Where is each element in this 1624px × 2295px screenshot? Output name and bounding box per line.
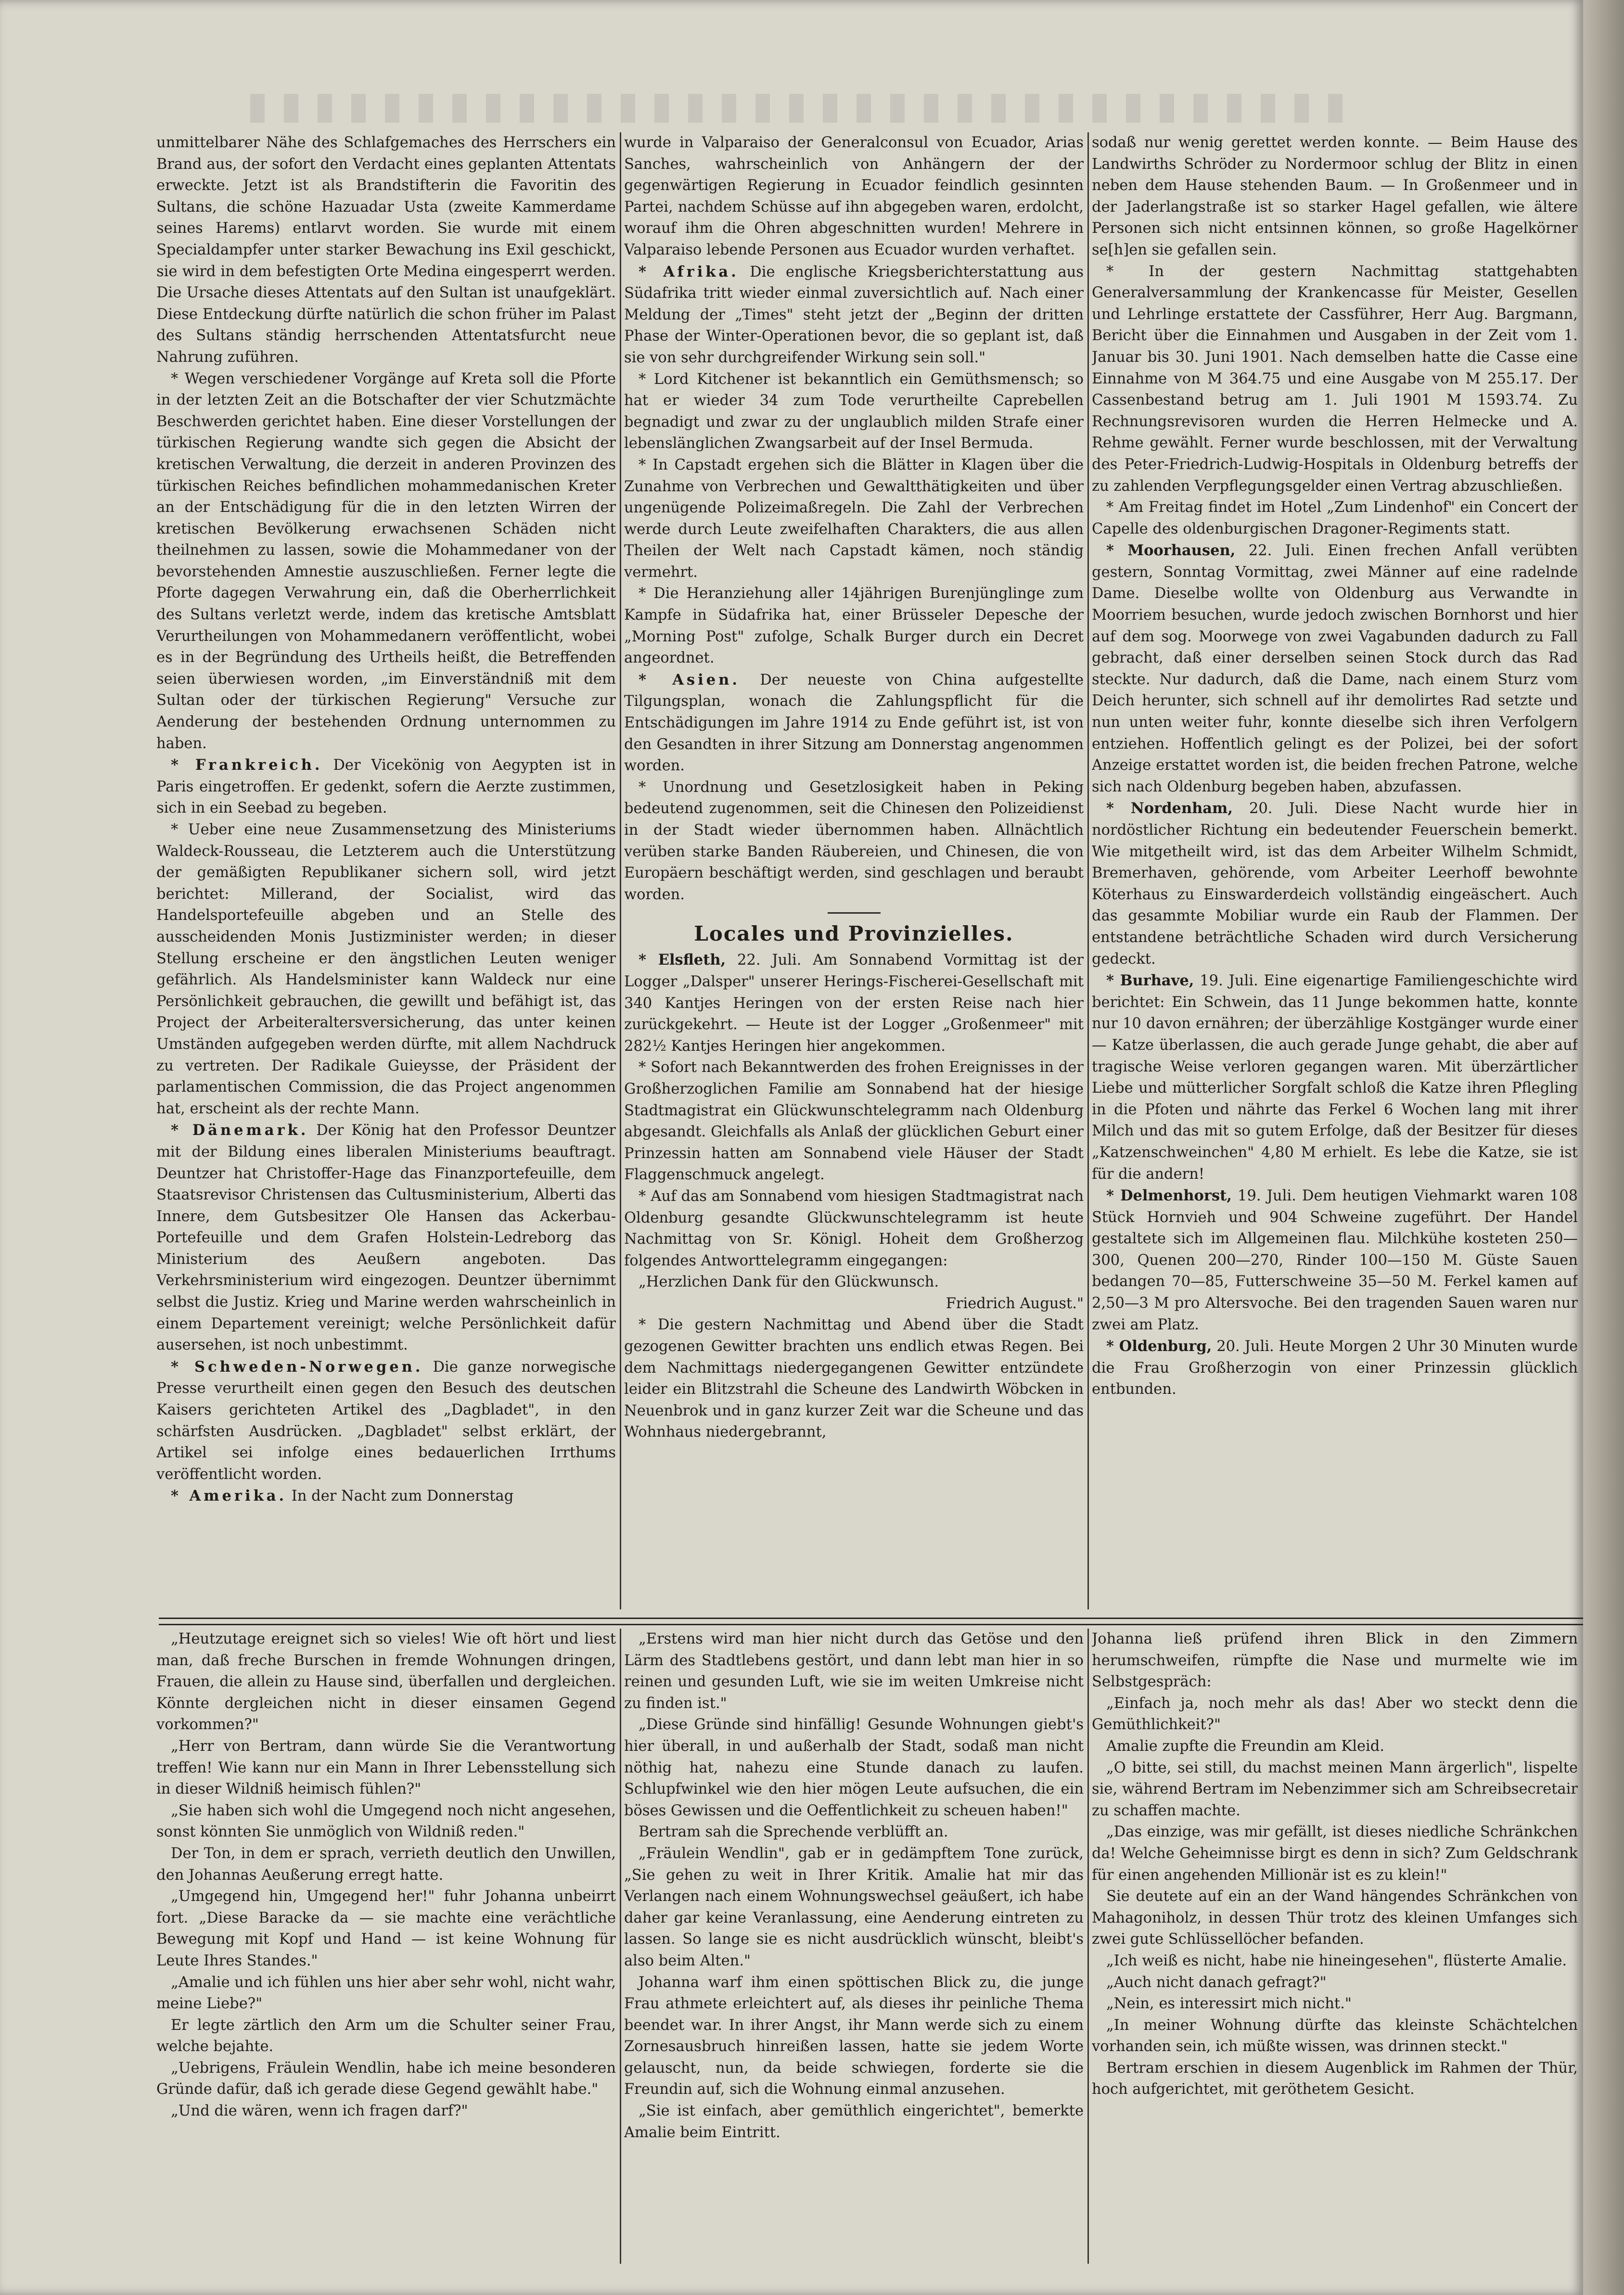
feuilleton-divider-2 [1087,1629,1089,2264]
article-paragraph [624,1822,1084,1843]
paragraph-text: * In der gestern Nachmittag stattgehabten Generalversammlung der Krankencasse für Meister, Gesellen und Lehrlinge erstattete der Cassführer, Herr Aug. Bargmann, Bericht über die Einnahmen und Ausgaben in der Zeit vom 1. Januar bis 30. Juni 1901. Nach demselben hatte die Casse eine Einnahme von M 364.75 und eine Ausgabe von M 255.17. Der Cassenbestand betrug am 1. Juli 1901 M 1593.74. Zu Rechnungsrevisoren wurden die Herren Helmecke und A. Rehme gewählt. Ferner wurde beschlossen, mit der Verwaltung des Peter-Friedrich-Ludwig-Hospitals in Oldenburg betreffs der zu zahlenden Verpflegungsgelder einen Vertrag abzuschließen. [1092,263,1578,495]
paragraph-text: In der Nacht zum Donnerstag [287,1488,514,1505]
article-paragraph [1092,497,1578,540]
article-paragraph [1092,1993,1578,2015]
place-dateline: * Moorhausen, [1106,542,1236,560]
paragraph-text: Der König hat den Professor Deuntzer mit der Bildung eines liberalen Ministeriums beauftragt. Deuntzer hat Christoffer-Hage das Finanzportefeuille, dem Staatsrevisor Christensen das Cultusministerium, Alberti das Innere, dem Gutsbesitzer Ole Hansen das Ackerbau-Portefeuille und dem Grafen Holstein-Ledreborg das Ministerium des Aeußern angeboten. Das Verkehrsministerium wird eingezogen. Deuntzer übernimmt selbst die Justiz. Krieg und Marine werden wahrscheinlich in einem Departement vereinigt; welche Persönlichkeit dafür ausersehen, ist noch unbestimmt. [156,1122,616,1354]
paragraph-text: „Sie haben sich wohl die Umgegend noch nicht angesehen, sonst könnten Sie unmöglich von Wildniß reden." [156,1802,616,1841]
section-rule [828,912,881,914]
article-paragraph [156,132,616,369]
country-lead: * Afrika. [639,263,739,280]
paragraph-text: Der Ton, in dem er sprach, verrieth deutlich den Unwillen, den Johannas Aeußerung erregt hatte. [156,1845,616,1884]
paragraph-text: Die ganze norwegische Presse verurtheilt einen gegen den Besuch des deutschen Kaisers gerichteten Artikel des „Dagbladet", in den schärfsten Ausdrücken. „Dagbladet" selbst erklärt, der Artikel sei infolge eines bedauerlichen Irrthums veröffentlicht worden. [156,1358,616,1483]
paragraph-text: sodaß nur wenig gerettet werden konnte. — Beim Hause des Landwirths Schröder zu Nordermoor schlug der Blitz in einen neben dem Hause stehenden Baum. — In Großenmeer und in der Jaderlangstraße ist so starker Hagel gefallen, wie ältere Personen sich nicht entsinnen können, so große Hagelkörner se[h]en sie gefallen sein. [1092,134,1578,258]
paragraph-text: Friedrich August." [946,1295,1084,1312]
article-paragraph [624,1629,1084,1714]
country-lead: * Frankreich. [171,756,323,774]
feuilleton-column-3 [1092,1629,1578,2273]
paragraph-text: „Und die wären, wenn ich fragen darf?" [171,2103,468,2120]
paragraph-text: 19. Juli. Eine eigenartige Familiengeschichte wird berichtet: Ein Schwein, das 11 Junge bekommen hatte, konnte nur 10 davon ernähren; der überzählige Kostgänger wurde einer — Katze überlassen, die auch gerade Junge gehabt, die aber auf tragische Weise verloren gegangen waren. Mit überzärtlicher Liebe und mütterlicher Sorgfalt schloß die Katze ihren Pflegling in die Pfoten und nährte das Ferkel 6 Wochen lang mit ihrer Milch und das mit so gutem Erfolge, daß der Besitzer für dieses „Katzenschweinchen" 4,80 M erhielt. Es lebe die Katze, sie ist für die andern! [1092,972,1578,1183]
paragraph-text: „Fräulein Wendlin", gab er in gedämpftem Tone zurück, „Sie gehen zu weit in Ihrer Kritik. Amalie hat mir das Verlangen nach einem Wohnungswechsel geäußert, ich habe daher gar keine Veranlassung, eine Aenderung eintreten zu lassen. So lange sie es nicht ausdrücklich wünscht, bleibt's also beim Alten." [624,1845,1084,1969]
paragraph-text: „O bitte, sei still, du machst meinen Mann ärgerlich", lispelte sie, während Bertram im Nebenzimmer sich am Schreibsecretair zu schaffen machte. [1092,1759,1578,1819]
country-lead: * Amerika. [171,1487,287,1505]
article-paragraph [156,1736,616,1800]
article-paragraph [1092,1336,1578,1401]
article-paragraph [624,369,1084,455]
place-dateline: * Delmenhorst, [1106,1187,1232,1205]
feuilleton-divider-1 [620,1629,621,2264]
paragraph-text: „Heutzutage ereignet sich so vieles! Wie oft hört und liest man, daß freche Burschen in fremde Wohnungen dringen, Frauen, die allein zu Hause sind, überfallen und dergleichen. Könnte dergleichen nicht in dieser einsamen Gegend vorkommen?" [156,1631,616,1734]
paragraph-text: * In Capstadt ergehen sich die Blätter in Klagen über die Zunahme von Verbrechen und Gewaltthätigkeiten und über ungenügende Polizeimaßregeln. Die Zahl der Verbrechen werde durch Leute zweifelhaften Charakters, die aus allen Theilen der Welt nach Capstadt kämen, noch ständig vermehrt. [624,456,1084,581]
article-paragraph [156,1629,616,1736]
article-paragraph [156,1843,616,1886]
article-paragraph [1092,540,1578,798]
paragraph-text: 22. Juli. Einen frechen Anfall verübten gestern, Sonntag Vormittag, zwei Männer auf eine radelnde Dame. Dieselbe wollte von Oldenburg aus Verwandte in Moorriem besuchen, wurde jedoch zwischen Bornhorst und hier auf dem sog. Moorwege von zwei Vagabunden dadurch zu Fall gebracht, daß einer derselben seinen Stock durch das Rad steckte. Nur dadurch, daß die Dame, nach einem Sturz vom Deich herunter, sich schnell auf ihr demolirtes Rad setzte und nun unten weiter fuhr, konnte dieselbe sich ihren Verfolgern entziehen. Hoffentlich gelingt es der Polizei, bei der sofort Anzeige erstattet worden ist, die beiden frechen Patrone, welche sich nach Oldenburg begeben haben, abzufassen. [1092,542,1578,795]
paragraph-text: Bertram erschien in diesem Augenblick im Rahmen der Thür, hoch aufgerichtet, mit geröthetem Gesicht. [1092,2059,1578,2098]
article-paragraph [156,2015,616,2058]
article-paragraph [624,1843,1084,1972]
article-paragraph [1092,132,1578,261]
paragraph-text: Johanna warf ihm einen spöttischen Blick zu, die junge Frau athmete erleichtert auf, als dieses ihr peinliche Thema beendet war. In ihrer Angst, ihr Mann werde sich zu einem Zornesausbruch hinreißen lassen, hatte sie jedem Worte gelauscht, nun, da beide schwiegen, forderte sie die Freundin auf, sich die Wohnung einmal anzusehen. [624,1974,1084,2098]
paragraph-text: „Sie ist einfach, aber gemüthlich eingerichtet", bemerkte Amalie beim Eintritt. [624,2103,1084,2141]
paragraph-text: „Einfach ja, noch mehr als das! Aber wo steckt denn die Gemüthlichkeit?" [1092,1695,1578,1734]
news-column-2 [624,132,1084,1612]
column-divider-1 [620,132,621,1609]
article-paragraph [1092,261,1578,497]
paragraph-text: „Herzlichen Dank für den Glückwunsch. [639,1274,939,1291]
news-column-1 [156,132,616,1612]
article-paragraph [624,132,1084,261]
article-paragraph [624,1186,1084,1272]
article-paragraph [1092,1758,1578,1822]
paragraph-text: * Am Freitag findet im Hotel „Zum Lindenhof" ein Concert der Capelle des oldenburgischen Dragoner-Regiments statt. [1092,499,1578,537]
paragraph-text: 19. Juli. Dem heutigen Viehmarkt waren 108 Stück Hornvieh und 904 Schweine zugeführt. Der Handel gestaltete sich im Allgemeinen flau. Milchkühe kosteten 250—300, Quenen 200—270, Rinder 100—150 M. Güste Sauen bedangen 70—85, Futterschweine 35—50 M. Ferkel kamen auf 2,50—3 M pro Altersvoche. Bei den tragenden Sauen waren nur zwei am Platz. [1092,1187,1578,1333]
article-paragraph [624,1714,1084,1822]
paragraph-text: „Amalie und ich fühlen uns hier aber sehr wohl, nicht wahr, meine Liebe?" [156,1974,616,2013]
paragraph-text: * Unordnung und Gesetzlosigkeit haben in Peking bedeutend zugenommen, seit die Chinesen den Polizeidienst in der Stadt wieder übernommen haben. Allnächtlich verüben starke Banden Räubereien, und Chinesen, die von Europäern beschäftigt werden, sind geschlagen und beraubt worden. [624,778,1084,903]
country-lead: * Asien. [639,671,740,688]
article-paragraph [624,455,1084,584]
article-paragraph [156,2058,616,2101]
paragraph-text: * Sofort nach Bekanntwerden des frohen Ereignisses in der Großherzoglichen Familie am Sonnabend hat der hiesige Stadtmagistrat ein Glückwunschtelegramm nach Oldenburg abgesandt. Gleichfalls als Anlaß der glücklichen Geburt einer Prinzessin hatten am Sonnabend viele Häuser der Stadt Flaggenschmuck angelegt. [624,1059,1084,1184]
country-lead: * Schweden-Norwegen. [171,1358,423,1376]
paragraph-text: Er legte zärtlich den Arm um die Schulter seiner Frau, welche bejahte. [156,2016,616,2055]
paragraph-text: 20. Juli. Heute Morgen 2 Uhr 30 Minuten wurde die Frau Großherzogin von einer Prinzessin glücklich entbunden. [1092,1338,1578,1398]
place-dateline: * Oldenburg, [1106,1338,1212,1355]
news-column-3 [1092,132,1578,1612]
article-paragraph [624,777,1084,906]
paragraph-text: 20. Juli. Diese Nacht wurde hier in nordöstlicher Richtung ein bedeutender Feuerschein bemerkt. Wie mitgetheilt wird, ist das dem Arbeiter Wilhelm Schmidt, Bremerhaven, gehörende, vom Arbeiter Leerhoff bewohnte Köterhaus zu Einswarderdeich vollständig eingeäschert. Auch das gesammte Mobiliar wurde ein Raub der Flammen. Der entstandene beträchtliche Schaden wird durch Versicherung gedeckt. [1092,800,1578,968]
paragraph-text: wurde in Valparaiso der Generalconsul von Ecuador, Arias Sanches, wahrscheinlich von Anhängern der der gegenwärtigen Regierung in Ecuador feindlich gesinnten Partei, nachdem Schüsse auf ihn abgegeben waren, erdolcht, worauf ihm die Ohren abgeschnitten wurden! Mehrere in Valparaiso lebende Personen aus Ecuador wurden verhaftet. [624,134,1084,258]
article-paragraph [624,2101,1084,2143]
article-paragraph [624,1293,1084,1315]
paragraph-text: „Herr von Bertram, dann würde Sie die Verantwortung treffen! Wie kann nur ein Mann in Ihrer Lebensstellung sich in dieser Wildniß heimisch fühlen?" [156,1737,616,1798]
paragraph-text: „Umgegend hin, Umgegend her!" fuhr Johanna unbeirrt fort. „Diese Baracke da — sie machte eine verächtliche Bewegung mit Kopf und Hand — ist keine Wohnung für Leute Ihres Standes." [156,1888,616,1969]
paragraph-text: Die englische Kriegsberichterstattung aus Südafrika tritt wieder einmal zuversichtlich auf. Nach einer Meldung der „Times" steht jetzt der „Beginn der dritten Phase der Winter-Operationen bevor, die so geplant ist, daß sie von sehr durchgreifender Wirkung sein soll." [624,263,1084,366]
paragraph-text: Amalie zupfte die Freundin am Kleid. [1106,1737,1384,1755]
paragraph-text: „Uebrigens, Fräulein Wendlin, habe ich meine besonderen Gründe dafür, daß ich gerade diese Gegend gewählt habe." [156,2059,616,2098]
place-dateline: * Elsfleth, [639,951,726,969]
article-paragraph [624,261,1084,369]
article-paragraph [156,1356,616,1486]
feuilleton-separator-rule [159,1618,1586,1625]
paragraph-text: unmittelbarer Nähe des Schlafgemaches des Herrschers ein Brand aus, der sofort den Verdacht eines geplanten Attentats erweckte. Jetzt ist als Brandstifterin die Favoritin des Sultans, die schöne Hazuadar Usta (zweite Kammerdame seines Harems) entlarvt worden. Sie wurde mit einem Specialdampfer unter starker Bewachung ins Exil geschickt, sie wird in dem befestigten Orte Medina eingesperrt werden. Die Ursache dieses Attentats auf den Sultan ist unaufgeklärt. Diese Entdeckung dürfte natürlich die schon früher im Palast des Sultans ständig herrschenden Attentatsfurcht neue Nahrung zuführen. [156,134,616,366]
paragraph-text: * Auf das am Sonnabend vom hiesigen Stadtmagistrat nach Oldenburg gesandte Glückwunschtelegramm ist heute Nachmittag von Sr. Königl. Hoheit dem Großherzog folgendes Antworttelegramm eingegangen: [624,1187,1084,1269]
article-paragraph [1092,1693,1578,1736]
place-dateline: * Burhave, [1106,972,1194,990]
article-paragraph [624,669,1084,777]
paragraph-text: „Diese Gründe sind hinfällig! Gesunde Wohnungen giebt's hier überall, in und außerhalb der Stadt, sodaß man nicht nöthig hat, nahezu eine Stunde danach zu laufen. Schlupfwinkel wie den hier mögen Leute aufsuchen, die ein böses Gewissen und die Oeffentlichkeit zu scheuen haben!" [624,1716,1084,1819]
page-edge-stack [1583,0,1624,2295]
paragraph-text: * Wegen verschiedener Vorgänge auf Kreta soll die Pforte in der letzten Zeit an die Botschafter der vier Schutzmächte Beschwerden gerichtet haben. Eine dieser Vorstellungen der türkischen Regierung wandte sich gegen die Absicht der kretischen Verwaltung, die derzeit in anderen Provinzen des türkischen Reiches befindlichen mohammedanischen Kreter an der Entschädigung für die in den letzten Wirren der kretischen Bevölkerung erwachsenen Schäden nicht theilnehmen zu lassen, sowie die Mohammedaner von der bevorstehenden Amnestie auszuschließen. Ferner legte die Pforte dagegen Verwahrung ein, daß die Oberherrlichkeit des Sultans verletzt werde, indem das kretische Amtsblatt Verurtheilungen von Mohammedanern veröffentlicht, wobei es in der Begründung des Urtheils heißt, die Betreffenden seien überwiesen worden, „im Einverständniß mit dem Sultan oder der türkischen Regierung" Versuche zur Aenderung der bestehenden Ordnung unternommen zu haben. [156,370,616,752]
place-dateline: * Nordenham, [1106,800,1233,817]
feuilleton-column-2 [624,1629,1084,2273]
paragraph-text: „Ich weiß es nicht, habe nie hineingesehen", flüsterte Amalie. [1106,1952,1567,1969]
country-lead: * Dänemark. [171,1122,309,1139]
paragraph-text: 22. Juli. Am Sonnabend Vormittag ist der Logger „Dalsper" unserer Herings-Fischerei-Gesellschaft mit 340 Kantjes Heringen von der ersten Reise nach hier zurückgekehrt. — Heute ist der Logger „Großenmeer" mit 282½ Kantjes Heringen hier angekommen. [624,952,1084,1055]
article-paragraph [1092,1972,1578,1994]
feuilleton-column-1 [156,1629,616,2273]
article-paragraph [156,1120,616,1356]
bleed-through-masthead [250,94,1357,123]
article-paragraph [1092,1736,1578,1758]
article-paragraph [1092,1822,1578,1886]
paragraph-text: „Auch nicht danach gefragt?" [1106,1974,1327,1991]
paragraph-text: Bertram sah die Sprechende verblüfft an. [639,1823,948,1841]
paragraph-text: * Die Heranziehung aller 14jährigen Burenjünglinge zum Kampfe in Südafrika hat, einer Brüsseler Depesche der „Morning Post" zufolge, Schalk Burger durch ein Decret angeordnet. [624,585,1084,667]
article-paragraph [156,819,616,1120]
article-paragraph [1092,2058,1578,2101]
paragraph-text: Der neueste von China aufgestellte Tilgungsplan, wonach die Zahlungspflicht für die Entschädigungen im Jahre 1914 zu Ende geführt ist, ist von den Gesandten in ihrer Sitzung am Donnerstag angenommen worden. [624,671,1084,775]
article-paragraph [156,1485,616,1507]
article-paragraph [1092,1629,1578,1693]
paragraph-text: Johanna ließ prüfend ihren Blick in den Zimmern herumschweifen, rümpfte die Nase und murmelte wie im Selbstgespräch: [1092,1631,1578,1691]
section-heading: Locales und Provinzielles. [694,922,1014,946]
article-paragraph [1092,1886,1578,1951]
article-paragraph [624,583,1084,669]
paragraph-text: Der Vicekönig von Aegypten ist in Paris eingetroffen. Er gedenkt, sofern die Aerzte zustimmen, sich in ein Seebad zu begeben. [156,757,616,817]
article-paragraph [1092,2015,1578,2058]
article-paragraph [624,1314,1084,1443]
article-paragraph [1092,1185,1578,1336]
paragraph-text: „Nein, es interessirt mich nicht." [1106,1995,1352,2013]
article-paragraph [156,1972,616,2015]
article-paragraph [1092,798,1578,970]
article-paragraph [156,1886,616,1972]
paragraph-text: „Das einzige, was mir gefällt, ist dieses niedliche Schränkchen da! Welche Geheimnisse birgt es denn in sich? Zum Geldschrank für einen angehenden Millionär ist es zu klein!" [1092,1823,1578,1884]
article-paragraph [156,369,616,755]
paragraph-text: „In meiner Wohnung dürfte das kleinste Schächtelchen vorhanden sein, ich müßte wissen, was drinnen steckt." [1092,2016,1578,2055]
column-divider-2 [1087,132,1089,1609]
paragraph-text: Sie deutete auf ein an der Wand hängendes Schränkchen von Mahagoniholz, in dessen Thür trotz des kleinen Umfanges sich zwei gute Schlüssellöcher befanden. [1092,1888,1578,1948]
article-paragraph [624,1057,1084,1186]
paragraph-text: * Die gestern Nachmittag und Abend über die Stadt gezogenen Gewitter brachten uns endlich etwas Regen. Bei dem Nachmittags niedergegangenen Gewitter entzündete leider ein Blitzstrahl die Scheune des Landwirth Wöbcken in Neuenbrok und in ganz kurzer Zeit war die Scheune und das Wohnhaus niedergebrannt, [624,1316,1084,1441]
paragraph-text: * Ueber eine neue Zusammensetzung des Ministeriums Waldeck-Rousseau, die Letzterem auch die Unterstützung der gemäßigten Republikaner sichern soll, wird jetzt berichtet: Millerand, der Socialist, wird das Handelsportefeuille abgeben und an Stelle des ausscheidenden Monis Justizminister werden; in dieser Stellung erscheine er den ängstlichen Leuten weniger gefährlich. Als Handelsminister kann Waldeck nur eine Persönlichkeit gebrauchen, die gewillt und befähigt ist, das Project der Arbeiteraltersversicherung, das unter keinen Umständen aufgegeben werden dürfte, mit allem Nachdruck zu vertreten. Der Radikale Guieysse, der Präsident der parlamentischen Commission, die das Project angenommen hat, erscheint als der rechte Mann. [156,821,616,1117]
article-paragraph [624,1972,1084,2101]
article-paragraph [156,754,616,819]
article-paragraph [624,949,1084,1057]
article-paragraph [1092,970,1578,1185]
article-paragraph [156,1800,616,1843]
article-paragraph [1092,1951,1578,1972]
article-paragraph [624,1272,1084,1293]
paragraph-text: „Erstens wird man hier nicht durch das Getöse und den Lärm des Stadtlebens gestört, und dann lebt man hier in so reinen und gesunden Luft, wie sie im weiten Umkreise nicht zu finden ist." [624,1631,1084,1712]
paragraph-text: * Lord Kitchener ist bekanntlich ein Gemüthsmensch; so hat er wieder 34 zum Tode verurtheilte Caprebellen begnadigt und zwar zu der unglaublich milden Strafe einer lebenslänglichen Zwangsarbeit auf der Insel Bermuda. [624,370,1084,452]
article-paragraph [156,2101,616,2122]
